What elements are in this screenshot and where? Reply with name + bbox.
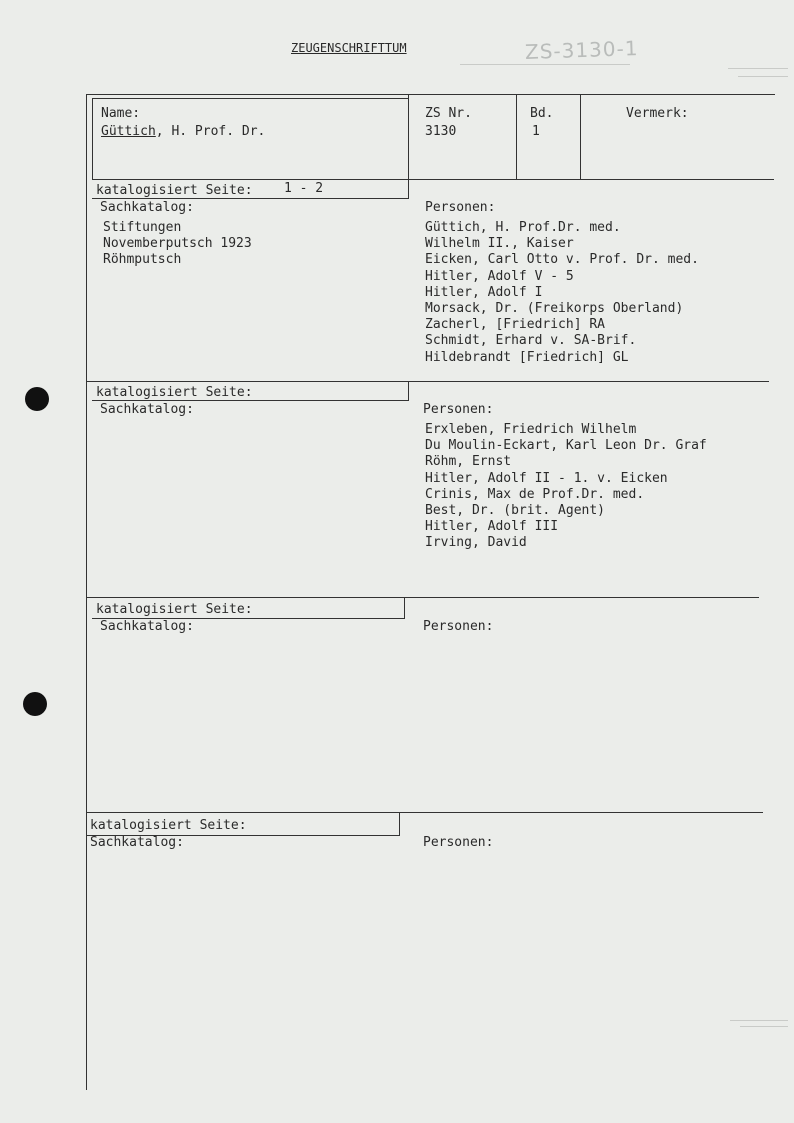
- header-divider-2: [516, 94, 517, 180]
- edge-mark-1: [728, 68, 788, 69]
- sach-item: Stiftungen: [103, 220, 182, 235]
- section1-katalog-pages: 1 - 2: [284, 181, 324, 196]
- section2-personen-label: Personen:: [423, 402, 494, 417]
- name-value: [101, 124, 265, 140]
- person-item: Eicken, Carl Otto v. Prof. Dr. med.: [425, 252, 699, 268]
- name-label: Name:: [101, 106, 141, 121]
- person-item: Wilhelm II., Kaiser: [425, 236, 574, 252]
- person-item: Irving, David: [425, 535, 527, 551]
- name-box-left: [92, 98, 93, 180]
- band-value: 1: [532, 124, 540, 139]
- header-divider-1: [408, 94, 409, 180]
- person-item: Hildebrandt [Friedrich] GL: [425, 349, 629, 365]
- punch-hole-top: [25, 387, 49, 411]
- section2-sach-label: Sachkatalog:: [100, 402, 194, 417]
- section3-katalog-label: katalogisiert Seite:: [96, 602, 253, 617]
- edge-mark-3: [730, 1020, 788, 1021]
- document-title: ZEUGENSCHRIFTTUM: [291, 41, 407, 55]
- section1-personen-list: [425, 220, 699, 366]
- section4-sach-label: Sachkatalog:: [90, 835, 184, 850]
- section3-top-line: [87, 597, 759, 598]
- person-item: Best, Dr. (brit. Agent): [425, 502, 606, 518]
- section1-katalog-label: katalogisiert Seite:: [96, 183, 253, 198]
- frame-left-line: [86, 94, 87, 1090]
- archive-stamp: ZS-3130-1: [524, 36, 639, 64]
- frame-top-line: [87, 94, 775, 95]
- header-bottom-line: [92, 179, 774, 180]
- zs-number-label: ZS Nr.: [425, 106, 472, 121]
- vermerk-label: Vermerk:: [626, 106, 689, 121]
- section1-sach-list: [103, 220, 252, 269]
- section4-top-line: [87, 812, 763, 813]
- section2-personen-list: [425, 422, 707, 552]
- name-rest: , H. Prof. Dr.: [155, 124, 266, 139]
- section3-sach-label: Sachkatalog:: [100, 619, 194, 634]
- section3-personen-label: Personen:: [423, 619, 494, 634]
- band-label: Bd.: [530, 106, 554, 121]
- person-item: Morsack, Dr. (Freikorps Oberland): [425, 300, 684, 316]
- person-item: Hitler, Adolf I: [425, 284, 543, 300]
- person-item: Hitler, Adolf V - 5: [425, 268, 574, 284]
- section1-katalog-right: [408, 180, 409, 199]
- section3-katalog-right: [404, 598, 405, 619]
- section4-katalog-right: [399, 813, 400, 836]
- person-item: Schmidt, Erhard v. SA-Brif.: [425, 333, 637, 349]
- header-divider-3: [580, 94, 581, 180]
- name-surname: Güttich: [101, 124, 156, 139]
- section1-personen-label: Personen:: [425, 200, 496, 215]
- section4-personen-label: Personen:: [423, 835, 494, 850]
- sach-item: Novemberputsch 1923: [103, 236, 252, 252]
- edge-mark-2: [738, 76, 788, 77]
- section2-top-line: [87, 381, 769, 382]
- section2-katalog-label: katalogisiert Seite:: [96, 385, 253, 400]
- section2-katalog-right: [408, 382, 409, 401]
- person-item: Röhm, Ernst: [425, 454, 512, 470]
- section4-katalog-label: katalogisiert Seite:: [90, 818, 247, 833]
- edge-mark-4: [740, 1026, 788, 1027]
- sach-item: Röhmputsch: [103, 252, 182, 268]
- person-item: Erxleben, Friedrich Wilhelm: [425, 422, 637, 437]
- person-item: Güttich, H. Prof.Dr. med.: [425, 220, 621, 235]
- person-item: Hitler, Adolf II - 1. v. Eicken: [425, 470, 668, 486]
- section1-sach-label: Sachkatalog:: [100, 200, 194, 215]
- person-item: Crinis, Max de Prof.Dr. med.: [425, 486, 645, 502]
- punch-hole-bottom: [23, 692, 47, 716]
- person-item: Hitler, Adolf III: [425, 519, 559, 535]
- zs-number-value: 3130: [425, 124, 457, 139]
- person-item: Zacherl, [Friedrich] RA: [425, 317, 606, 333]
- person-item: Du Moulin-Eckart, Karl Leon Dr. Graf: [425, 438, 707, 454]
- name-box-top: [92, 98, 408, 99]
- stamp-underline: [460, 64, 630, 65]
